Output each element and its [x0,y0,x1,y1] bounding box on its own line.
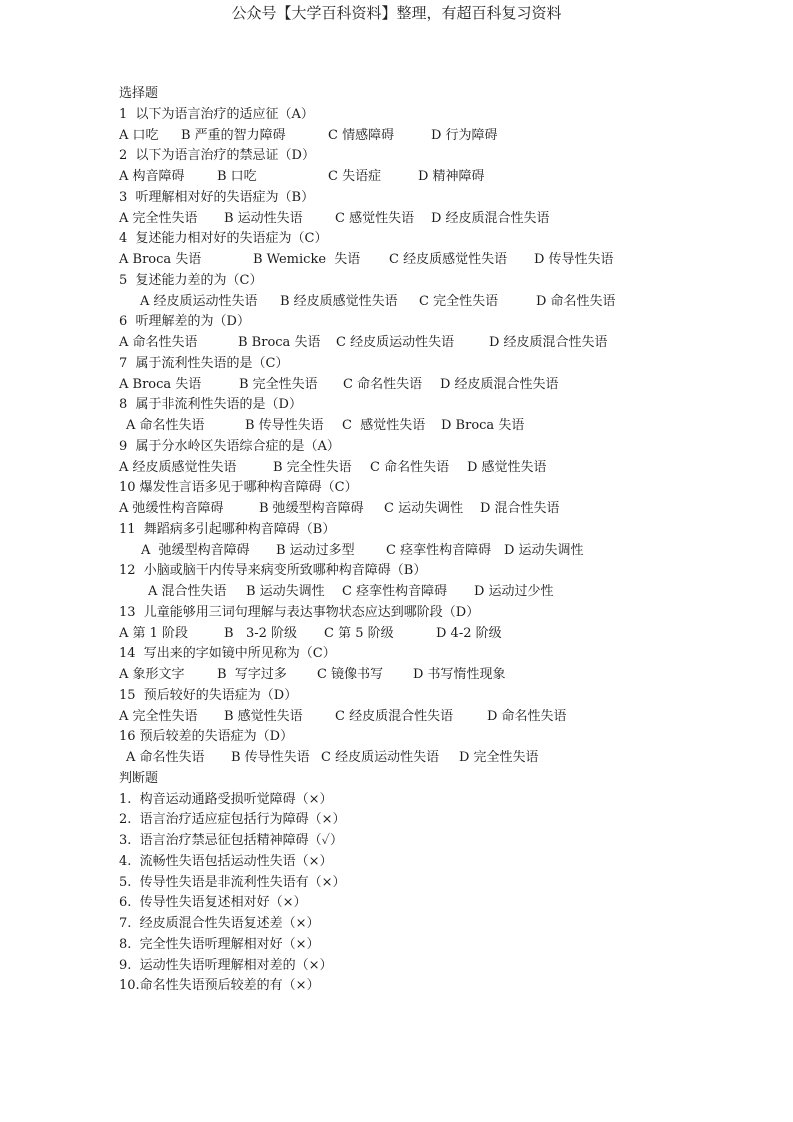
option-c: C 运动失调性 [384,501,464,516]
question-options [119,624,719,645]
option-b: B 感觉性失语 [224,708,303,724]
question-stem: 7 属于流利性失语的是（C） [119,355,289,371]
option-a: A Broca 失语 [119,376,202,392]
option-c: C 经皮质运动性失语 [336,335,455,350]
option-d: D 经皮质混合性失语 [440,376,559,392]
option-d: D Broca 失语 [441,418,525,433]
option-c: C 经皮质运动性失语 [321,750,440,765]
judge-item: 9. 运动性失语听理解相对差的（×） [119,957,333,973]
option-b: B 运动性失语 [224,210,303,226]
option-b: B 严重的智力障碍 [181,127,286,143]
question-options [119,375,719,396]
question-options [119,209,719,230]
question-options [119,416,719,437]
question-stem: 1 以下为语言治疗的适应征（A） [119,106,314,122]
judge-item: 7. 经皮质混合性失语复述差（×） [119,916,320,931]
option-b: B 传导性失语 [231,750,310,765]
question-options [119,707,719,728]
option-c: C 痉挛性构音障碍 [386,542,492,558]
option-c: C 镜像书写 [317,667,384,682]
question-stem: 11 舞蹈病多引起哪种构音障碍（B） [119,521,336,537]
option-d: D 经皮质混合性失语 [489,335,608,350]
option-d: D 经皮质混合性失语 [431,210,550,226]
option-d: D 感觉性失语 [467,459,547,475]
section-title-judge: 判断题 [119,770,159,786]
option-a: A 弛缓性构音障碍 [119,501,224,516]
question-options [119,167,719,188]
option-b: B 运动过多型 [276,542,355,558]
option-b: B 写字过多 [217,667,287,682]
option-d: D 精神障碍 [418,169,485,184]
question-stem: 6 听理解差的为（D） [119,314,250,330]
option-b: B 运动失调性 [246,584,325,599]
question-stem: 13 儿童能够用三词句理解与表达事物状态应达到哪阶段（D） [119,604,480,620]
judge-item: 6. 传导性失语复述相对好（×） [119,895,307,911]
question-options [119,582,719,603]
question-stem: 15 预后较好的失语症为（D） [119,687,298,703]
option-d: D 行为障碍 [431,127,498,143]
option-a: A 混合性失语 [148,584,227,599]
question-options [119,458,719,479]
option-c: C 经皮质混合性失语 [335,708,454,724]
option-a: A 命名性失语 [126,418,205,433]
option-c: C 命名性失语 [370,459,450,475]
option-b: B 弛缓型构音障碍 [259,501,364,516]
option-a: A 经皮质运动性失语 [140,293,258,309]
question-options [119,292,719,313]
option-a: A 弛缓型构音障碍 [141,542,250,558]
option-a: A Broca 失语 [119,252,202,267]
option-c: C 命名性失语 [343,376,423,392]
judge-item: 5. 传导性失语是非流利性失语有（×） [119,874,346,890]
question-stem: 5 复述能力差的为（C） [119,272,263,288]
option-a: A 命名性失语 [119,335,198,350]
question-stem: 8 属于非流利性失语的是（D） [119,397,302,413]
judge-item: 4. 流畅性失语包括运动性失语（×） [119,853,333,869]
option-a: A 经皮质感觉性失语 [119,459,237,475]
option-c: C 感觉性失语 [335,210,415,226]
judge-item: 10.命名性失语预后较差的有（×） [119,978,320,994]
option-b: B 经皮质感觉性失语 [280,293,398,309]
question-options [119,250,719,271]
question-options [119,499,719,520]
option-a: A 象形文字 [119,667,185,682]
option-b: B 口吃 [217,169,257,184]
question-options [119,665,719,686]
option-d: D 命名性失语 [536,293,616,309]
option-d: D 混合性失语 [480,501,560,516]
judge-item: 3. 语言治疗禁忌征包括精神障碍（✓） [119,833,344,848]
question-options [119,333,719,354]
option-d: D 命名性失语 [487,708,567,724]
question-stem: 3 听理解相对好的失语症为（B） [119,189,315,205]
option-d: D 运动过少性 [474,584,554,599]
option-d: D 4-2 阶级 [436,625,502,641]
option-a: A 第 1 阶段 [119,625,189,641]
judge-item: 8. 完全性失语听理解相对好（×） [119,936,320,952]
option-c: C 感觉性失语 [342,418,426,433]
option-b: B Wemicke 失语 [253,252,361,267]
option-a: A 口吃 [119,127,159,143]
question-stem: 10 爆发性言语多见于哪种构音障碍（C） [119,480,358,496]
option-c: C 情感障碍 [328,127,395,143]
question-options [119,541,719,562]
option-c: C 失语症 [328,169,382,184]
judge-item: 1. 构音运动通路受损听觉障碍（×） [119,791,333,807]
option-b: B 3-2 阶级 [224,625,298,641]
option-a: A 构音障碍 [119,169,185,184]
judge-item: 2. 语言治疗适应症包括行为障碍（×） [119,812,346,828]
question-stem: 12 小脑或脑干内传导来病变所致哪种构音障碍（B） [119,563,427,579]
page-header-watermark: 公众号【大学百科资料】整理，有超百科复习资料 [231,4,562,22]
question-stem: 9 属于分水岭区失语综合症的是（A） [119,438,340,454]
option-b: B 传导性失语 [245,418,324,433]
question-options [119,126,719,147]
option-a: A 完全性失语 [119,210,198,226]
option-a: A 完全性失语 [119,708,198,724]
option-c: C 痉挛性构音障碍 [342,584,448,599]
option-c: C 完全性失语 [419,293,499,309]
option-b: B 完全性失语 [273,459,352,475]
question-options [119,748,719,769]
option-d: D 完全性失语 [459,750,539,765]
question-stem: 4 复述能力相对好的失语症为（C） [119,231,328,247]
question-stem: 2 以下为语言治疗的禁忌证（D） [119,148,315,164]
question-stem: 14 写出来的字如镜中所见称为（C） [119,646,336,662]
option-c: C 第 5 阶级 [324,625,394,641]
option-b: B 完全性失语 [239,376,318,392]
option-b: B Broca 失语 [238,335,321,350]
section-title-choice: 选择题 [119,86,159,101]
document-body [119,84,719,997]
option-d: D 运动失调性 [504,542,584,558]
question-stem: 16 预后较差的失语症为（D） [119,729,294,745]
option-a: A 命名性失语 [126,750,205,765]
option-d: D 书写惰性现象 [413,667,506,682]
option-d: D 传导性失语 [534,252,614,267]
option-c: C 经皮质感觉性失语 [389,252,508,267]
